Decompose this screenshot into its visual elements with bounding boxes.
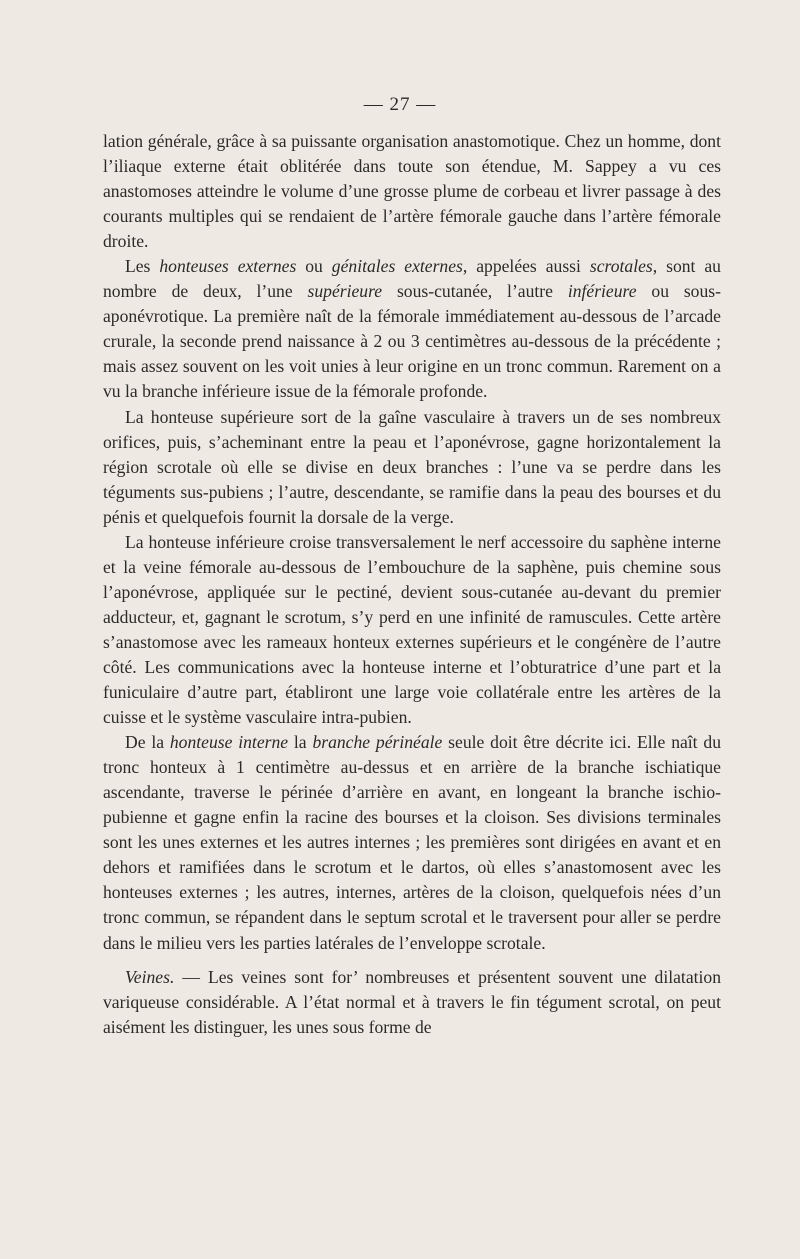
paragraph-3: La honteuse supérieure sort de la gaîne vasculaire à travers un de ses nombreux orifices, puis, s’acheminant entre la peau et l’aponévrose, gagne horizontalement la région scrotale où elle se divise en deux branches : l’une va se perdre dans les téguments sus-pubiens ; l’autre, descendante, se ramifie dans la peau des bourses et du pénis et quelquefois fournit la dorsale de la verge. [103,406,721,527]
paragraph-5-text-a: De la [125,732,170,753]
paragraph-2-text-a: Les [125,256,160,277]
paragraph-2-text-c: , appelées aussi [462,256,590,277]
paragraph-2 [103,254,721,404]
paragraph-5-text-c: seule doit être décrite ici. Elle naît du tronc honteux à 1 centimètre au-dessus et en arrière de la branche ischiatique ascendante, traverse le périnée d’arrière en avant, en longeant la branche ischio-pubienne et gagne enfin la racine des bourses et la cloison. Ses divisions terminales sont les unes externes et les autres internes ; les premières sont dirigées en avant et en dehors et ramifiées dans le scrotum et le dartos, où elles s’anastomosent avec les honteuses externes ; les autres, internes, artères de la cloison, quelquefois nées d’un tronc commun, se répandent dans le septum scrotal et le traversent pour aller se perdre dans le milieu vers les parties latérales de l’enveloppe scrotale. [103,732,721,953]
paragraph-5 [103,730,721,955]
body-text [103,129,721,1040]
paragraph-2-text-f: ou sous-aponévrotique. La première naît de la fémorale immédiatement au-dessous de l’arcade crurale, la seconde prend naissance à 2 ou 3 centimètres au-dessous de la précédente ; mais assez souvent on les voit unies à leur origine en un tronc commun. Rarement on a vu la branche inférieure issue de la fémorale profonde. [103,281,721,402]
paragraph-2-text-d: , sont au nombre de deux, l’une [103,256,721,302]
term-honteuse-interne: honteuse interne [169,732,289,753]
section-heading-veines: Veines. [125,966,175,987]
term-inferieure: inférieure [567,281,637,302]
page-number: — 27 — [363,94,437,115]
term-superieure: supérieure [307,281,383,302]
paragraph-2-text-b: ou [296,256,332,277]
term-genitales-externes: génitales externes [331,256,463,277]
paragraph-2-text-e: sous-cutanée, l’autre [382,281,568,302]
term-honteuses-externes: honteuses externes [159,256,297,277]
term-scrotales: scrotales [589,256,653,277]
paragraph-5-text-b: la [288,732,313,753]
paragraph-6-text-a: — Les veines sont for’ nombreuses et présentent souvent une dilatation variqueuse considérable. A l’état normal et à travers le fin tégument scrotal, on peut aisément les distinguer, les unes sous forme de [103,966,721,1037]
term-branche-perineale: branche périnéale [312,732,443,753]
paragraph-4: La honteuse inférieure croise transversalement le nerf accessoire du saphène interne et la veine fémorale au-dessous de l’embouchure de la saphène, puis chemine sous l’aponévrose, appliquée sur le pectiné, devient sous-cutanée au-devant du premier adducteur, et, gagnant le scrotum, s’y perd en une infinité de ramuscules. Cette artère s’anastomose avec les rameaux honteux externes supérieurs et le congénère de l’autre côté. Les communications avec la honteuse interne et l’obturatrice d’une part et la funiculaire d’autre part, établiront une large voie collatérale entre les artères de la cuisse et le système vasculaire intra-pubien. [103,531,721,728]
paragraph-1: lation générale, grâce à sa puissante organisation anastomotique. Chez un homme, dont l’iliaque externe était oblitérée dans toute son étendue, M. Sappey a vu ces anastomoses atteindre le volume d’une grosse plume de corbeau et livrer passage à des courants multiples qui se rendaient de l’artère fémorale gauche dans l’artère fémorale droite. [103,131,721,252]
paragraph-6 [103,965,721,1040]
